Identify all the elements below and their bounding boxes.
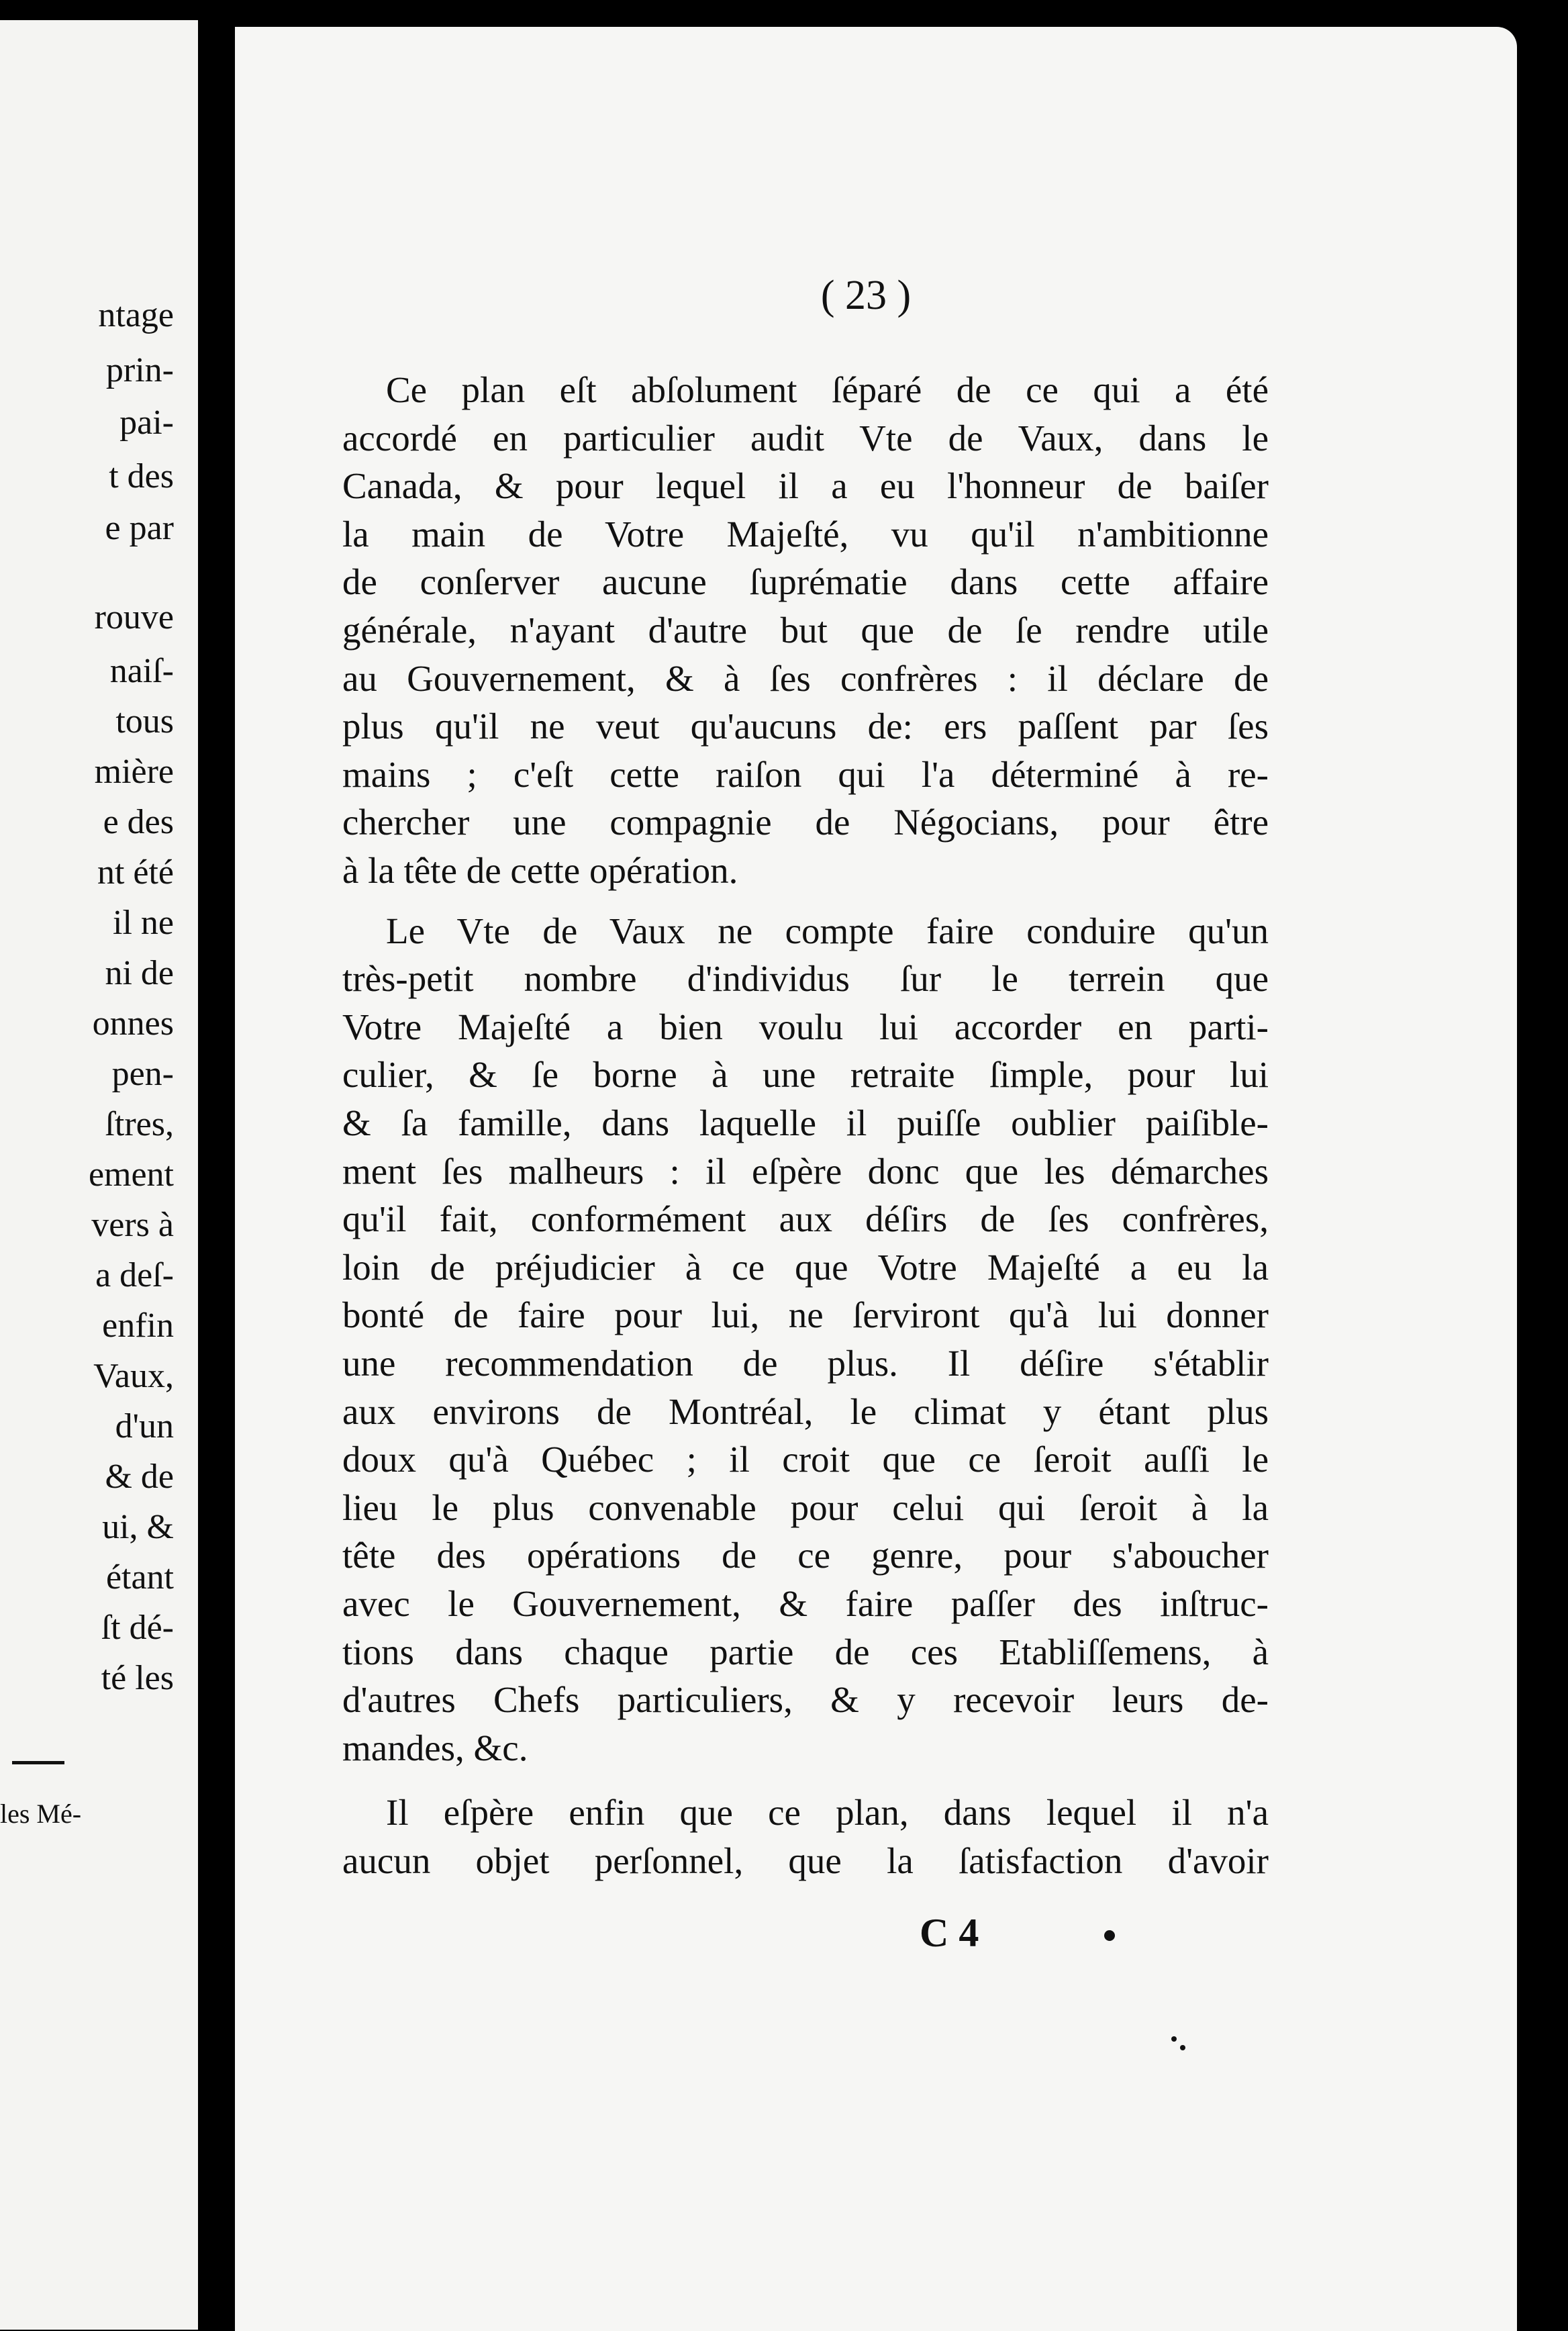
- body-text-line: aucun objet perſonnel, que la ſatisfaction d'avoir: [342, 1840, 1269, 1881]
- body-text-line: lieu le plus convenable pour celui qui ſeroit à la: [342, 1486, 1269, 1528]
- body-text-line: Votre Majeſté a bien voulu lui accorder en parti-: [342, 1006, 1269, 1047]
- body-text-line: culier, & ſe borne à une retraite ſimple, pour lui: [342, 1054, 1269, 1096]
- left-page-footnote: les Mé-: [0, 1799, 82, 1829]
- left-facing-page: [0, 20, 198, 2330]
- left-page-line-fragment: pen-: [111, 1055, 174, 1093]
- left-page-line-fragment: naiſ-: [109, 652, 174, 690]
- left-page-line-fragment: nt été: [97, 853, 174, 892]
- body-text-line: mains ; c'eſt cette raiſon qui l'a déterminé à re-: [342, 753, 1269, 795]
- left-page-line-fragment: prin-: [105, 351, 174, 389]
- left-page-line-fragment: ntage: [98, 296, 174, 334]
- body-text-line: & ſa famille, dans laquelle il puiſſe oublier paiſible-: [342, 1102, 1269, 1143]
- body-text-line: générale, n'ayant d'autre but que de ſe rendre utile: [342, 610, 1269, 651]
- ink-speck: [1104, 1930, 1115, 1941]
- left-page-line-fragment: a deſ-: [95, 1256, 174, 1294]
- body-text-line: de conſerver aucune ſuprématie dans cette affaire: [342, 561, 1269, 603]
- left-page-line-fragment: Vaux,: [93, 1357, 174, 1395]
- footnote-rule: [12, 1761, 64, 1764]
- left-page-line-fragment: e des: [103, 803, 174, 841]
- book-gutter: [198, 0, 238, 2331]
- body-text-line: d'autres Chefs particuliers, & y recevoir leurs de-: [342, 1679, 1269, 1721]
- body-text-line: bonté de faire pour lui, ne ſerviront qu'à lui donner: [342, 1294, 1269, 1336]
- body-text-line: à la tête de cette opération.: [342, 850, 738, 891]
- left-page-line-fragment: il ne: [113, 904, 174, 942]
- left-page-line-fragment: t des: [109, 457, 174, 495]
- left-page-line-fragment: & de: [105, 1458, 174, 1496]
- left-page-line-fragment: mière: [94, 753, 174, 791]
- body-text-line: aux environs de Montréal, le climat y étant plus: [342, 1390, 1269, 1432]
- body-text-line: qu'il fait, conformément aux déſirs de ſes confrères,: [342, 1198, 1269, 1240]
- page-number: ( 23 ): [820, 273, 912, 318]
- body-text-line: avec le Gouvernement, & faire paſſer des inſtruc-: [342, 1583, 1269, 1624]
- body-text-line: ment ſes malheurs : il eſpère donc que les démarches: [342, 1150, 1269, 1192]
- body-text-line: accordé en particulier audit Vte de Vaux, dans le: [342, 417, 1269, 459]
- body-text-line: tions dans chaque partie de ces Etabliſſemens, à: [342, 1631, 1269, 1672]
- left-page-line-fragment: ement: [88, 1155, 174, 1194]
- body-text-line: tête des opérations de ce genre, pour s'aboucher: [342, 1535, 1269, 1576]
- left-page-line-fragment: ſtres,: [105, 1105, 174, 1143]
- body-text-line: la main de Votre Majeſté, vu qu'il n'ambitionne: [342, 513, 1269, 555]
- left-page-line-fragment: ni de: [105, 954, 174, 992]
- left-page-line-fragment: rouve: [94, 598, 174, 636]
- left-page-line-fragment: té les: [101, 1659, 174, 1697]
- body-text-line: Ce plan eſt abſolument ſéparé de ce qui a été: [386, 369, 1269, 410]
- signature-mark: C 4: [920, 1911, 979, 1955]
- right-page: [235, 27, 1517, 2331]
- body-text-line: Il eſpère enfin que ce plan, dans lequel il n'a: [386, 1792, 1269, 1834]
- body-text-line: chercher une compagnie de Négocians, pour être: [342, 802, 1269, 843]
- left-page-line-fragment: d'un: [115, 1407, 174, 1445]
- left-page-line-fragment: onnes: [92, 1004, 174, 1043]
- left-page-line-fragment: étant: [105, 1558, 174, 1597]
- body-text-line: loin de préjudicier à ce que Votre Majeſté a eu la: [342, 1246, 1269, 1288]
- left-page-line-fragment: pai-: [119, 403, 174, 442]
- body-text-line: une recommendation de plus. Il déſire s'établir: [342, 1343, 1269, 1384]
- body-text-line: très-petit nombre d'individus ſur le terrein que: [342, 958, 1269, 1000]
- left-page-line-fragment: tous: [115, 702, 174, 741]
- ink-speck: [1180, 2045, 1185, 2050]
- body-text-line: Le Vte de Vaux ne compte faire conduire qu'un: [386, 910, 1269, 951]
- left-page-line-fragment: ui, &: [102, 1508, 174, 1546]
- left-page-line-fragment: ſt dé-: [101, 1609, 174, 1647]
- left-page-line-fragment: e par: [105, 509, 174, 547]
- body-text-line: Canada, & pour lequel il a eu l'honneur de baiſer: [342, 465, 1269, 507]
- ink-speck: [1171, 2036, 1177, 2042]
- body-text-line: doux qu'à Québec ; il croit que ce ſeroit auſſi le: [342, 1439, 1269, 1480]
- body-text-line: au Gouvernement, & à ſes confrères : il déclare de: [342, 657, 1269, 699]
- body-text-line: mandes, &c.: [342, 1727, 528, 1768]
- body-text-line: plus qu'il ne veut qu'aucuns de: ers paſſent par ſes: [342, 706, 1269, 747]
- left-page-line-fragment: enfin: [102, 1306, 174, 1345]
- left-page-line-fragment: vers à: [91, 1206, 174, 1244]
